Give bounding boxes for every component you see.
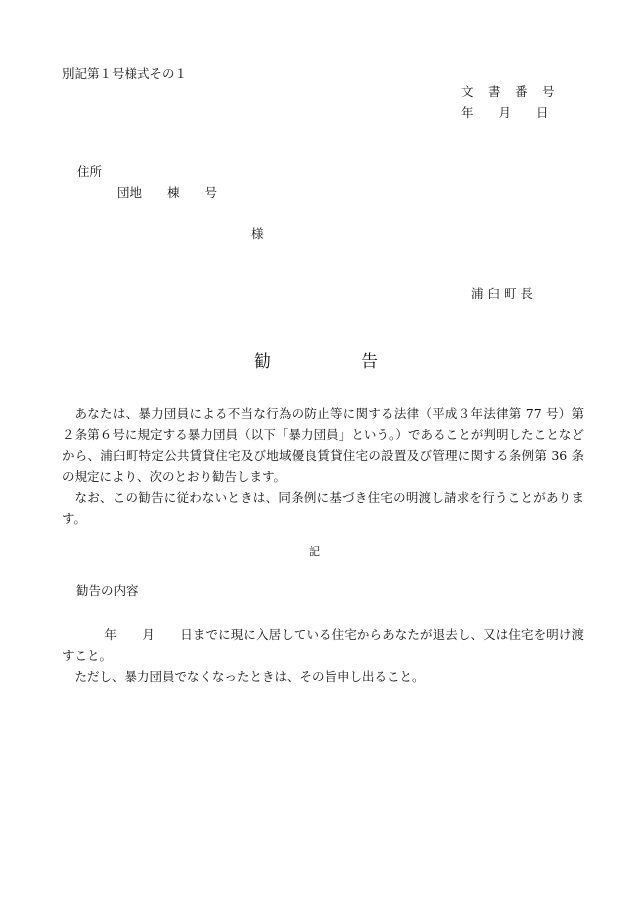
record-label: 記 [309,545,320,558]
content-paragraph-1: 年 月 日までに現に入居している住宅からあなたが退去し、又は住宅を明け渡すこと。 [62,627,584,663]
title-left-char: 勧 [254,352,271,372]
title-right-char: 告 [361,352,378,372]
recipient-honorific: 様 [251,226,264,241]
body-paragraph-2: なお、この勧告に従わないときは、同条例に基づき住宅の明渡し請求を行うことがあります。 [62,490,584,526]
address-label: 住所 [77,164,103,179]
document-date: 年 月 日 [461,105,549,120]
content-paragraph-2: ただし、暴力団員でなくなったときは、その旨申し出ること。 [74,669,425,684]
main-body [62,403,584,529]
document-number: 文 書 番 号 [461,84,556,99]
content-body [62,624,584,687]
form-label: 別記第１号様式その１ [62,66,188,81]
sender-name: 浦 臼 町 長 [471,286,533,301]
body-paragraph-1: あなたは、暴力団員による不当な行為の防止等に関する法律（平成３年法律第 77 号）第２条第６号に規定する暴力団員（以下「暴力団員」という。）であることが判明したことなどから、浦臼町特定公共賃貸住宅及び地域優良賃貸住宅の設置及び管理に関する条例第 36 条の規定により、次のとおり勧告します。 [62,406,584,484]
content-heading: 勧告の内容 [76,583,139,598]
address-detail: 団地 棟 号 [117,185,218,200]
